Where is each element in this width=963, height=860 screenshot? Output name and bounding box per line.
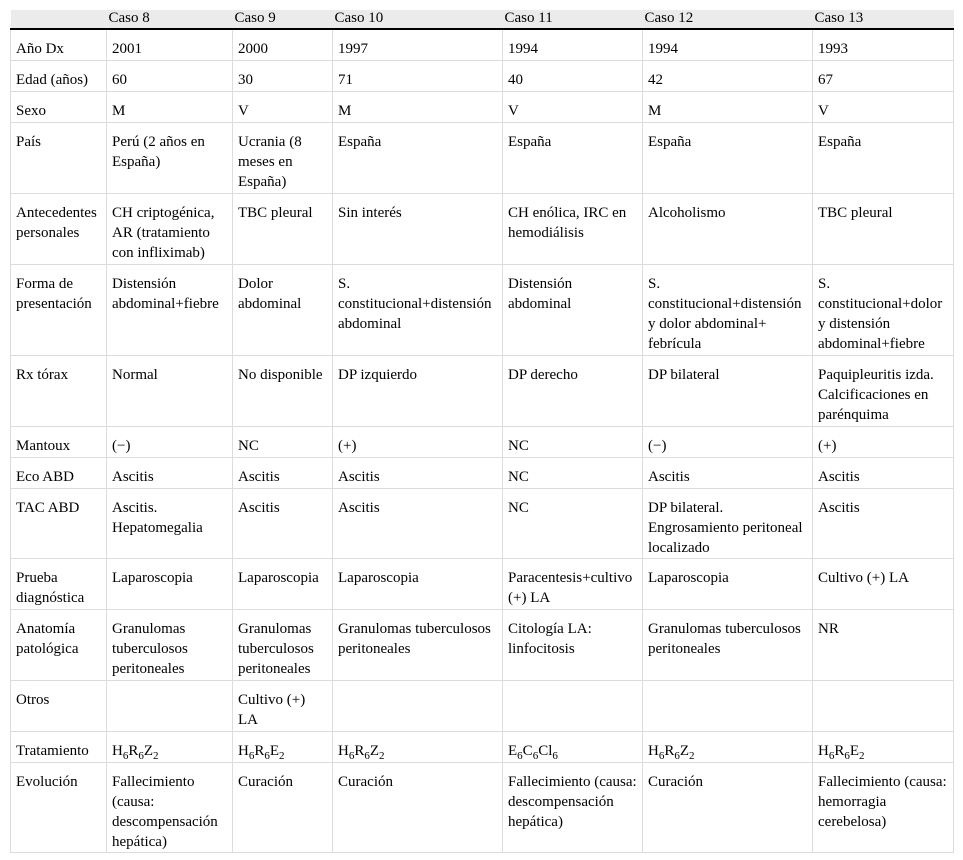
table-cell: [643, 680, 813, 731]
table-row: [11, 29, 954, 60]
table-cell: 1994: [643, 29, 813, 60]
drug-months: 6: [248, 749, 255, 762]
table-cell: Cultivo (+) LA: [233, 680, 333, 731]
table-cell: M: [107, 91, 233, 122]
table-cell: 2001: [107, 29, 233, 60]
header-case-11: Caso 11: [503, 10, 643, 29]
table-cell: (−): [107, 426, 233, 457]
table-cell: Laparoscopia: [333, 558, 503, 609]
table-cell: 1997: [333, 29, 503, 60]
table-cell: V: [233, 91, 333, 122]
table-cell: Fallecimiento (causa: descompensación hepática): [503, 762, 643, 852]
table-cell: 2000: [233, 29, 333, 60]
table-cell: S. constitucional+distensión y dolor abdominal+ febrícula: [643, 264, 813, 355]
drug-letter: C: [522, 742, 533, 759]
table-row: [11, 60, 954, 91]
table-cell: Distensión abdominal: [503, 264, 643, 355]
table-cell: 40: [503, 60, 643, 91]
drug-months: 6: [517, 749, 523, 762]
table-cell: España: [643, 122, 813, 193]
row-label: Antecedentes personales: [11, 193, 107, 264]
row-label: Prueba diagnóstica: [11, 558, 107, 609]
header-case-9: Caso 9: [233, 10, 333, 29]
table-cell: M: [643, 91, 813, 122]
table-cell: Normal: [107, 355, 233, 426]
table-row: [11, 731, 954, 762]
header-row: [11, 10, 954, 29]
drug-months: 6: [844, 749, 850, 762]
row-label: Tratamiento: [11, 731, 107, 762]
header-case-13: Caso 13: [813, 10, 954, 29]
table-body: [11, 29, 954, 852]
table-cell: Ascitis: [813, 457, 954, 488]
table-cell: 1993: [813, 29, 954, 60]
row-label: Mantoux: [11, 426, 107, 457]
table-cell: NC: [503, 426, 643, 457]
table-cell: TBC pleural: [233, 193, 333, 264]
table-cell: Granulomas tuberculosos peritoneales: [333, 609, 503, 680]
table-cell: NR: [813, 609, 954, 680]
header-case-8: Caso 8: [107, 10, 233, 29]
drug-letter: H: [338, 742, 349, 759]
drug-letter: R: [834, 742, 845, 759]
table-row: [11, 355, 954, 426]
table-cell: M: [333, 91, 503, 122]
table-cell: Ascitis: [233, 488, 333, 558]
header-case-10: Caso 10: [333, 10, 503, 29]
drug-letter: H: [112, 742, 123, 759]
table-cell: (−): [643, 426, 813, 457]
row-label: Otros: [11, 680, 107, 731]
drug-months: 2: [689, 749, 695, 762]
drug-months: 2: [859, 749, 865, 762]
table-cell: V: [503, 91, 643, 122]
drug-letter: R: [354, 742, 365, 759]
drug-letter: R: [128, 742, 139, 759]
table-header: [11, 10, 954, 29]
table-cell: (+): [813, 426, 954, 457]
table-cell: NC: [503, 457, 643, 488]
row-label: TAC ABD: [11, 488, 107, 558]
header-case-12: Caso 12: [643, 10, 813, 29]
row-label: Anatomía patológica: [11, 609, 107, 680]
drug-months: 2: [379, 749, 385, 762]
row-label: Evolución: [11, 762, 107, 852]
row-label: Año Dx: [11, 29, 107, 60]
table-cell: S. constitucional+dolor y distensión abdominal+fiebre: [813, 264, 954, 355]
row-label: Forma de presentación: [11, 264, 107, 355]
table-cell: [503, 680, 643, 731]
table-cell: Citología LA: linfocitosis: [503, 609, 643, 680]
drug-letter: H: [238, 742, 249, 759]
table-cell: NC: [503, 488, 643, 558]
drug-months: 6: [658, 749, 665, 762]
table-cell: Ascitis: [233, 457, 333, 488]
table-row: [11, 558, 954, 609]
table-row: [11, 193, 954, 264]
table-row: [11, 762, 954, 852]
drug-letter: E: [269, 742, 280, 759]
table-cell: DP bilateral. Engrosamiento peritoneal localizado: [643, 488, 813, 558]
drug-letter: R: [664, 742, 675, 759]
drug-letter: Z: [143, 742, 154, 759]
table-cell: Laparoscopia: [233, 558, 333, 609]
table-cell: Granulomas tuberculosos peritoneales: [643, 609, 813, 680]
drug-months: 6: [138, 749, 144, 762]
drug-letter: Z: [679, 742, 690, 759]
table-cell: [107, 731, 233, 762]
drug-months: 2: [279, 749, 285, 762]
drug-months: 6: [552, 749, 558, 762]
table-cell: [643, 731, 813, 762]
table-row: [11, 264, 954, 355]
table-cell: DP izquierdo: [333, 355, 503, 426]
table-cell: S. constitucional+distensión abdominal: [333, 264, 503, 355]
table-cell: 42: [643, 60, 813, 91]
table-cell: NC: [233, 426, 333, 457]
table-cell: España: [503, 122, 643, 193]
table-cell: Dolor abdominal: [233, 264, 333, 355]
table-cell: [107, 680, 233, 731]
table-cell: 60: [107, 60, 233, 91]
table-cell: Ascitis: [813, 488, 954, 558]
table-row: [11, 609, 954, 680]
table-cell: Laparoscopia: [643, 558, 813, 609]
table-cell: 30: [233, 60, 333, 91]
table-cell: Granulomas tuberculosos peritoneales: [107, 609, 233, 680]
row-label: Rx tórax: [11, 355, 107, 426]
table-cell: DP bilateral: [643, 355, 813, 426]
row-label: Eco ABD: [11, 457, 107, 488]
drug-months: 6: [828, 749, 835, 762]
table-cell: Ascitis: [643, 457, 813, 488]
table-row: [11, 122, 954, 193]
drug-letter: Cl: [538, 742, 553, 759]
table-cell: [813, 680, 954, 731]
table-cell: Fallecimiento (causa: descompensación hepática): [107, 762, 233, 852]
table-cell: Perú (2 años en España): [107, 122, 233, 193]
table-row: [11, 426, 954, 457]
drug-letter: H: [818, 742, 829, 759]
table-cell: Fallecimiento (causa: hemorragia cerebelosa): [813, 762, 954, 852]
table-cell: TBC pleural: [813, 193, 954, 264]
header-blank: [11, 10, 107, 29]
drug-letter: H: [648, 742, 659, 759]
table-cell: Laparoscopia: [107, 558, 233, 609]
table-row: [11, 680, 954, 731]
table-cell: Curación: [643, 762, 813, 852]
table-cell: [333, 680, 503, 731]
table-cell: España: [813, 122, 954, 193]
drug-letter: Z: [369, 742, 380, 759]
table-cell: Ascitis: [333, 488, 503, 558]
drug-months: 6: [264, 749, 270, 762]
table-cell: Cultivo (+) LA: [813, 558, 954, 609]
table-row: [11, 457, 954, 488]
table-cell: Sin interés: [333, 193, 503, 264]
drug-months: 6: [348, 749, 355, 762]
table-cell: Curación: [233, 762, 333, 852]
table-cell: España: [333, 122, 503, 193]
table-cell: Granulomas tuberculosos peritoneales: [233, 609, 333, 680]
drug-letter: E: [508, 742, 518, 759]
table-cell: Paracentesis+cultivo (+) LA: [503, 558, 643, 609]
row-label: Sexo: [11, 91, 107, 122]
drug-letter: R: [254, 742, 265, 759]
table-cell: CH enólica, IRC en hemodiálisis: [503, 193, 643, 264]
table-cell: (+): [333, 426, 503, 457]
table-cell: Ascitis: [333, 457, 503, 488]
table-cell: [333, 731, 503, 762]
table-row: [11, 91, 954, 122]
table-cell: Ascitis. Hepatomegalia: [107, 488, 233, 558]
table-cell: Curación: [333, 762, 503, 852]
table-cell: [503, 731, 643, 762]
table-cell: Alcoholismo: [643, 193, 813, 264]
table-cell: No disponible: [233, 355, 333, 426]
row-label: País: [11, 122, 107, 193]
table-cell: Ascitis: [107, 457, 233, 488]
table-cell: 1994: [503, 29, 643, 60]
table-cell: 67: [813, 60, 954, 91]
drug-months: 6: [122, 749, 129, 762]
table-cell: V: [813, 91, 954, 122]
table-cell: [813, 731, 954, 762]
table-cell: 71: [333, 60, 503, 91]
clinical-cases-table: [10, 10, 954, 853]
drug-months: 6: [532, 749, 539, 762]
table-cell: Ucrania (8 meses en España): [233, 122, 333, 193]
row-label: Edad (años): [11, 60, 107, 91]
table-cell: Distensión abdominal+fiebre: [107, 264, 233, 355]
drug-months: 6: [674, 749, 680, 762]
drug-months: 2: [153, 749, 159, 762]
table-cell: DP derecho: [503, 355, 643, 426]
table-cell: Paquipleuritis izda. Calcificaciones en parénquima: [813, 355, 954, 426]
drug-letter: E: [849, 742, 860, 759]
table-row: [11, 488, 954, 558]
drug-months: 6: [364, 749, 370, 762]
table-cell: CH criptogénica, AR (tratamiento con infliximab): [107, 193, 233, 264]
table-cell: [233, 731, 333, 762]
